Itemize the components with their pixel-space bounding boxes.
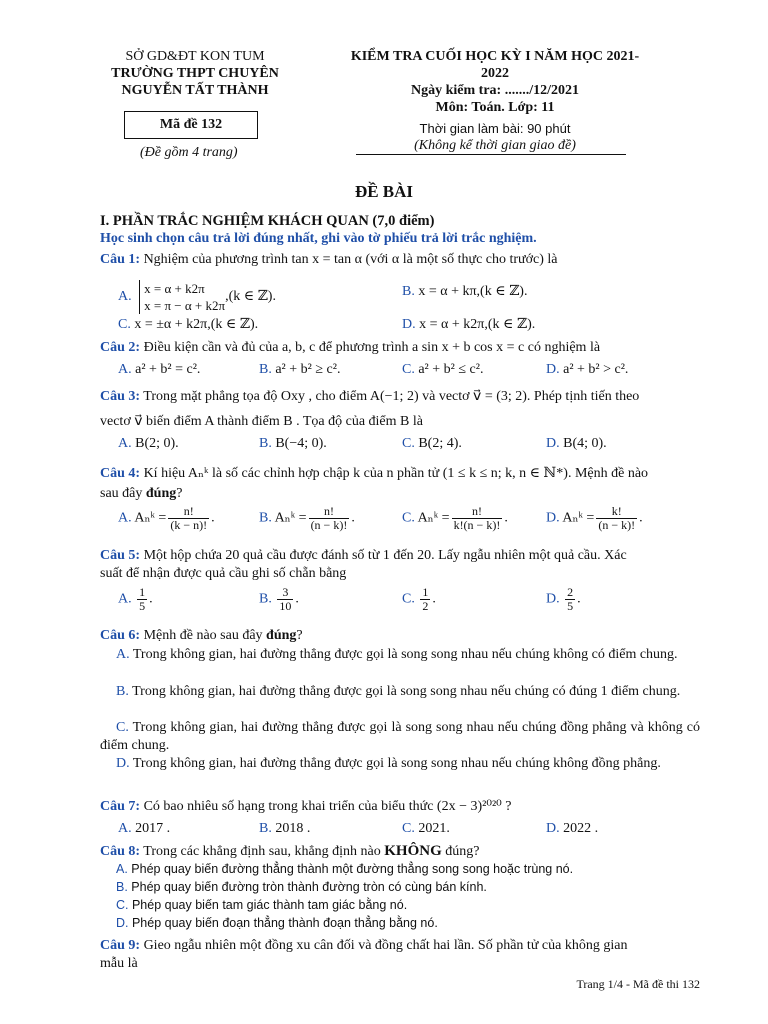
option-key: D. [402, 317, 416, 332]
fraction [420, 586, 430, 613]
fraction [309, 505, 350, 532]
option-text: Trong không gian, hai đường thẳng được gọi là song song nhau nếu chúng đồng phẳng và không có điểm chung. [100, 720, 700, 753]
question-8-emphasis: KHÔNG [384, 843, 442, 859]
q7-option-a [118, 821, 170, 837]
exam-header [350, 48, 640, 154]
numerator: k! [596, 505, 637, 519]
q4-option-b: B. Aₙᵏ = $\frac{n!}{(n - k)!}$ . [259, 504, 355, 532]
option-key: D. [546, 821, 560, 836]
exam-title: KIỂM TRA CUỐI HỌC KỲ I NĂM HỌC 2021-2022 [350, 49, 640, 81]
numerator: n! [452, 505, 503, 519]
question-4-text-2 [100, 486, 182, 502]
option-key: C. [402, 436, 415, 451]
question-8-text-a: Trong các khẳng định sau, khẳng định nào [140, 844, 385, 859]
numerator: 2 [567, 585, 574, 599]
denominator: (n − k)! [598, 518, 636, 532]
q1-a-row1: x = α + k2π [144, 281, 205, 296]
option-key: C. [402, 821, 415, 836]
q5-option-a: A. $\frac{1}{5}$ . [118, 585, 153, 613]
option-key: B. [259, 362, 272, 377]
option-key: A. [118, 436, 132, 451]
q6-option-a [100, 646, 700, 664]
option-key: A. [116, 862, 128, 876]
q1-option-d [402, 316, 535, 333]
option-text: Trong không gian, hai đường thẳng được gọi là song song nhau nếu chúng không có điểm chung. [129, 647, 678, 662]
denominator: k!(n − k)! [453, 518, 501, 532]
option-key: D. [546, 436, 560, 451]
question-7-text: Có bao nhiêu số hạng trong khai triển của biểu thức (2x − 3)²⁰²⁰ ? [140, 799, 512, 814]
q4-option-d: D. Aₙᵏ = $\frac{k!}{(n - k)!}$ . [546, 504, 643, 532]
option-text: a² + b² > c². [559, 362, 629, 377]
question-1-text: Nghiệm của phương trình tan x = tan α (với α là một số thực cho trước) là [140, 252, 558, 267]
q8-option-a [116, 862, 573, 876]
q8-option-d [116, 916, 438, 930]
option-key: C. [402, 591, 415, 607]
question-5-text-1: Một hộp chứa 20 quả cầu được đánh số từ 1 đến 20. Lấy ngẫu nhiên một quả cầu. Xác [140, 548, 627, 563]
q5-option-c: C. $\frac{1}{2}$ . [402, 585, 436, 613]
q3-option-d [546, 436, 607, 452]
option-text: x = α + kπ,(k ∈ ℤ). [414, 284, 528, 299]
option-key: C. [116, 720, 129, 735]
question-8 [100, 843, 480, 860]
question-5-text-2: suất để nhận được quả cầu ghi số chẵn bằng [100, 566, 347, 581]
department-name: SỞ GD&ĐT KON TUM [125, 49, 265, 64]
q1-option-a [118, 280, 276, 314]
option-key: B. [259, 436, 272, 451]
option-key: A. [118, 821, 132, 836]
denominator: (k − n)! [170, 518, 208, 532]
q4-option-c: C. Aₙᵏ = $\frac{n!}{k!(n - k)!}$ . [402, 504, 508, 532]
q2-option-c [402, 362, 483, 378]
option-key: D. [546, 591, 560, 607]
option-lhs: Aₙᵏ = [414, 510, 450, 526]
exam-duration: Thời gian làm bài: 90 phút [419, 121, 571, 136]
option-text: x = α + k2π,(k ∈ ℤ). [415, 317, 536, 332]
q3-option-c [402, 436, 462, 452]
numerator: 1 [422, 585, 429, 599]
denominator: 10 [279, 599, 292, 613]
option-key: B. [116, 684, 129, 699]
q1-a-tail: ,(k ∈ ℤ). [225, 289, 276, 305]
q1-a-row2: x = π − α + k2π [144, 298, 226, 313]
pages-note: (Đề gồm 4 trang) [140, 145, 238, 160]
question-1-label: Câu 1: [100, 252, 141, 267]
option-text: Phép quay biến đường thẳng thành một đường thẳng song song hoặc trùng nó. [127, 862, 574, 876]
question-8-text-c: đúng? [441, 844, 480, 859]
question-6-label: Câu 6: [100, 628, 141, 643]
option-text: Phép quay biến tam giác thành tam giác bằng nó. [128, 898, 408, 912]
numerator: n! [168, 505, 209, 519]
option-key: B. [116, 880, 128, 894]
question-6 [100, 628, 303, 644]
page-footer: Trang 1/4 - Mã đề thi 132 [576, 977, 700, 991]
denominator: 5 [139, 599, 146, 613]
option-text: Phép quay biến đoạn thẳng thành đoạn thẳng bằng nó. [128, 916, 438, 930]
q3-option-a [118, 436, 179, 452]
exam-code-box: Mã đề 132 [124, 111, 258, 139]
option-key: C. [116, 898, 129, 912]
question-6-text-c: ? [296, 628, 303, 643]
fraction [277, 586, 293, 613]
q7-option-d [546, 821, 598, 837]
numerator: n! [309, 505, 350, 519]
denominator: (n − k)! [310, 518, 348, 532]
exam-subject: Môn: Toán. Lớp: 11 [435, 100, 555, 115]
option-text: B(2; 0). [131, 436, 179, 451]
option-text: 2021. [414, 821, 450, 836]
fraction [137, 586, 147, 613]
school-name-line1: TRƯỜNG THPT CHUYÊN [111, 66, 279, 81]
q4-option-a: A. Aₙᵏ = $\frac{n!}{(k - n)!}$ . [118, 504, 215, 532]
option-text: Trong không gian, hai đường thẳng được gọi là song song nhau nếu chúng có đúng 1 điểm chung. [128, 684, 681, 699]
q6-option-d [100, 755, 700, 773]
header-divider [356, 154, 626, 155]
question-8-label: Câu 8: [100, 844, 141, 859]
question-1 [100, 252, 558, 268]
q3-option-b [259, 436, 327, 452]
page-title: ĐỀ BÀI [354, 182, 414, 201]
option-key: A. [116, 647, 130, 662]
question-4-text-2c: ? [176, 486, 183, 501]
option-text: B(2; 4). [414, 436, 462, 451]
question-9-label: Câu 9: [100, 938, 141, 953]
fraction [596, 505, 637, 532]
option-text: x = ±α + k2π,(k ∈ ℤ). [130, 317, 259, 332]
option-lhs: Aₙᵏ = [131, 510, 167, 526]
exam-duration-note: (Không kể thời gian giao đề) [414, 138, 576, 153]
question-3-text-1: Trong mặt phẳng tọa độ Oxy , cho điểm A(−1; 2) và vectơ v⃗ = (3; 2). Phép tịnh tiến theo [140, 389, 640, 404]
question-2-label: Câu 2: [100, 340, 141, 355]
option-key: A. [118, 591, 132, 607]
option-lhs: Aₙᵏ = [559, 510, 595, 526]
q6-option-b [100, 683, 700, 701]
option-key: A. [118, 289, 132, 305]
option-text: 2018 . [271, 821, 311, 836]
option-key: D. [546, 510, 560, 526]
option-text: a² + b² ≤ c². [414, 362, 484, 377]
question-2-text: Điều kiện cần và đủ của a, b, c để phương trình a sin x + b cos x = c có nghiệm là [140, 340, 601, 355]
question-3-text-2: vectơ v⃗ biến điểm A thành điểm B . Tọa độ của điểm B là [100, 414, 423, 429]
question-7 [100, 798, 511, 815]
school-name-line2: NGUYỄN TẤT THÀNH [121, 83, 269, 98]
option-lhs: Aₙᵏ = [271, 510, 307, 526]
section-instruction: Học sinh chọn câu trả lời đúng nhất, ghi vào tờ phiếu trả lời trắc nghiệm. [100, 231, 537, 246]
question-3 [100, 388, 639, 405]
q5-option-b: B. $\frac{3}{10}$ . [259, 585, 299, 613]
q6-option-c [100, 719, 700, 755]
option-text: Trong không gian, hai đường thẳng được gọi là song song nhau nếu chúng không đồng phẳng. [129, 756, 661, 771]
option-key: D. [546, 362, 560, 377]
q7-option-b [259, 821, 310, 837]
question-4 [100, 465, 648, 482]
option-key: B. [402, 284, 415, 299]
school-header [95, 48, 295, 99]
option-text: Phép quay biến đường tròn thành đường tròn có cùng bán kính. [127, 880, 487, 894]
question-4-label: Câu 4: [100, 466, 141, 481]
q7-option-c [402, 821, 450, 837]
option-key: D. [116, 916, 129, 930]
question-5 [100, 548, 627, 564]
option-key: B. [259, 591, 272, 607]
option-key: B. [259, 821, 272, 836]
q1-option-c [118, 316, 258, 333]
option-key: A. [118, 510, 132, 526]
fraction [168, 505, 209, 532]
question-3-label: Câu 3: [100, 389, 141, 404]
option-key: C. [402, 362, 415, 377]
question-4-text-2a: sau đây [100, 486, 146, 501]
q1-option-b [402, 283, 527, 300]
denominator: 5 [567, 599, 574, 613]
q2-option-d [546, 362, 628, 378]
q2-option-a [118, 362, 200, 378]
option-key: A. [118, 362, 132, 377]
exam-date: Ngày kiểm tra: ......./12/2021 [411, 83, 579, 98]
option-key: D. [116, 756, 130, 771]
question-5-label: Câu 5: [100, 548, 141, 563]
fraction [452, 505, 503, 532]
q1-a-system [139, 280, 225, 314]
q8-option-b [116, 880, 487, 894]
option-key: B. [259, 510, 272, 526]
numerator: 1 [139, 585, 146, 599]
fraction [565, 586, 575, 613]
option-text: a² + b² ≥ c². [271, 362, 341, 377]
numerator: 3 [277, 586, 293, 600]
option-text: a² + b² = c². [131, 362, 201, 377]
option-text: 2022 . [559, 821, 599, 836]
option-text: 2017 . [131, 821, 171, 836]
section-heading: I. PHẦN TRẮC NGHIỆM KHÁCH QUAN (7,0 điểm) [100, 213, 435, 229]
question-6-text-a: Mệnh đề nào sau đây [140, 628, 267, 643]
q2-option-b [259, 362, 340, 378]
question-9-text-1: Gieo ngẫu nhiên một đồng xu cân đối và đồng chất hai lần. Số phần tử của không gian [140, 938, 628, 953]
option-key: C. [402, 510, 415, 526]
question-2 [100, 340, 600, 356]
option-key: C. [118, 317, 131, 332]
question-4-text-1: Kí hiệu Aₙᵏ là số các chỉnh hợp chập k của n phần tử (1 ≤ k ≤ n; k, n ∈ ℕ*). Mệnh đề nào [140, 466, 649, 481]
q8-option-c [116, 898, 407, 912]
option-text: B(−4; 0). [271, 436, 327, 451]
question-9 [100, 938, 627, 954]
denominator: 2 [422, 599, 429, 613]
q5-option-d: D. $\frac{2}{5}$ . [546, 585, 581, 613]
question-4-emphasis: đúng [145, 486, 177, 501]
question-7-label: Câu 7: [100, 799, 141, 814]
question-6-emphasis: đúng [266, 628, 297, 643]
option-text: B(4; 0). [559, 436, 607, 451]
question-9-text-2: mẫu là [100, 956, 138, 971]
